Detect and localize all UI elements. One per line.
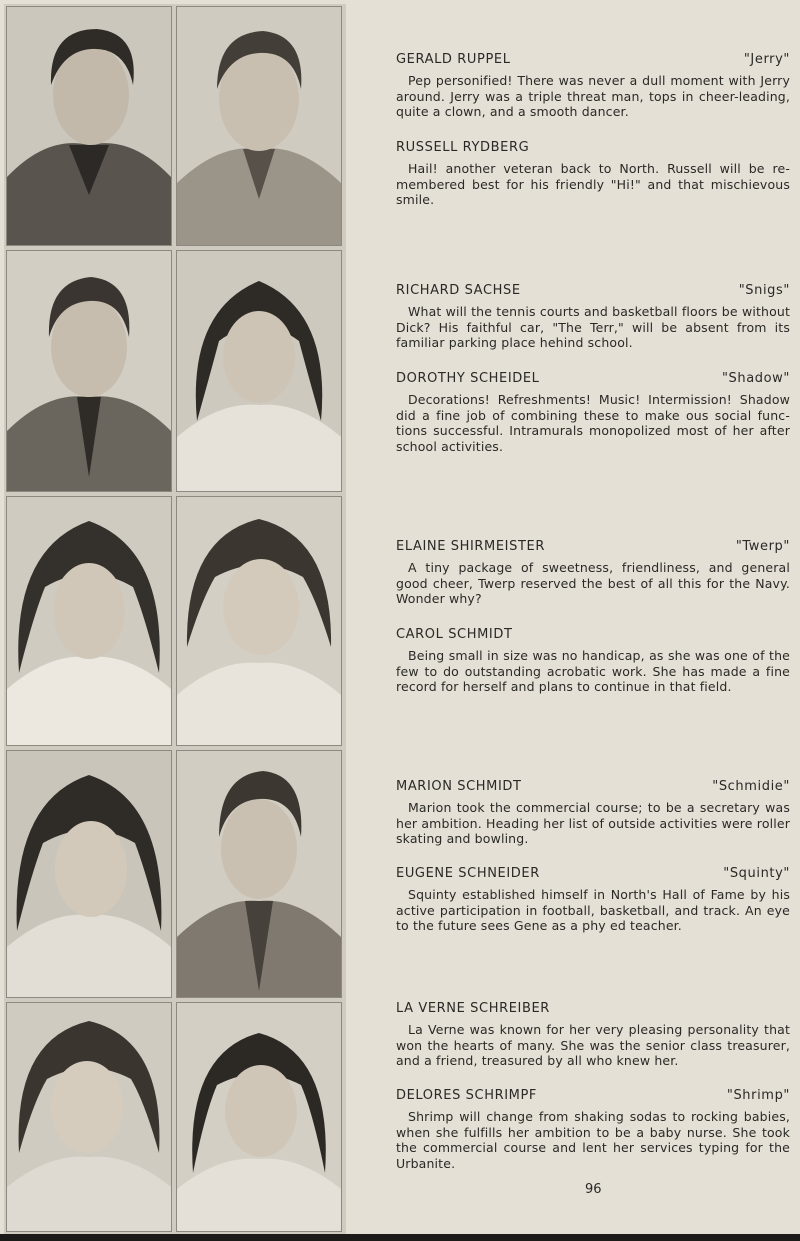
nickname: "Snigs" <box>738 283 790 298</box>
portrait-photo <box>176 1002 342 1232</box>
entry-carol-schmidt <box>396 627 790 695</box>
entry-richard-sachse <box>396 283 790 351</box>
portrait-photo <box>176 750 342 998</box>
entry-elaine-shirmeister <box>396 539 790 607</box>
student-description: Pep personified! There was never a dull moment with Jerry around. Jerry was a triple threat man, tops in cheer-leading, quite a clown, and a smooth dancer. <box>396 73 790 119</box>
portrait-photo <box>6 750 172 998</box>
entry-dorothy-scheidel <box>396 371 790 454</box>
student-name: ELAINE SHIRMEISTER <box>396 539 545 554</box>
page-bottom-edge <box>0 1234 800 1241</box>
portrait-photo <box>176 250 342 492</box>
student-description: A tiny package of sweetness, friendliness, and general good cheer, Twerp reserved the best of all this for the Navy. Wonder why? <box>396 560 790 606</box>
nickname: "Squinty" <box>723 866 790 881</box>
student-name: DOROTHY SCHEIDEL <box>396 371 540 386</box>
photo-column <box>4 4 346 1234</box>
entry-marion-schmidt <box>396 779 790 847</box>
entry-delores-schrimpf <box>396 1088 790 1171</box>
student-description: Being small in size was no handicap, as she was one of the few to do outstanding acrobatic work. She has made a fine record for herself and plans to continue in that field. <box>396 648 790 694</box>
student-name: DELORES SCHRIMPF <box>396 1088 537 1103</box>
entry-gerald-ruppel <box>396 52 790 120</box>
student-name: EUGENE SCHNEIDER <box>396 866 540 881</box>
student-description: What will the tennis courts and basketball floors be without Dick? His faithful car, "The Terr," will be absent from its familiar parking place hehind school. <box>396 304 790 350</box>
student-name: MARION SCHMIDT <box>396 779 522 794</box>
student-description: Squinty established himself in North's Hall of Fame by his active participation in football, basketball, and track. An eye to the future sees Gene as a phy ed teacher. <box>396 887 790 933</box>
nickname: "Jerry" <box>743 52 790 67</box>
nickname: "Shrimp" <box>726 1088 790 1103</box>
portrait-photo <box>176 6 342 246</box>
entry-russell-rydberg <box>396 140 790 208</box>
student-name: LA VERNE SCHREIBER <box>396 1001 550 1016</box>
entry-la-verne-schreiber <box>396 1001 790 1069</box>
portrait-photo <box>176 496 342 746</box>
student-name: CAROL SCHMIDT <box>396 627 513 642</box>
student-description: Decorations! Refreshments! Music! Intermission! Shadow did a fine job of combining these to make ous social func-tions successful. Intramurals monopolized most of her after school activities. <box>396 392 790 454</box>
student-description: Shrimp will change from shaking sodas to rocking babies, when she fulfills her ambition to be a baby nurse. She took the commercial course and lent her services typing for the Urbanite. <box>396 1109 790 1171</box>
nickname: "Shadow" <box>721 371 790 386</box>
portrait-photo <box>6 496 172 746</box>
student-description: Hail! another veteran back to North. Russell will be re-membered best for his friendly "Hi!" and that mischievous smile. <box>396 161 790 207</box>
student-name: RICHARD SACHSE <box>396 283 521 298</box>
portrait-photo <box>6 1002 172 1232</box>
student-description: La Verne was known for her very pleasing personality that won the hearts of many. She was the senior class treasurer, and a friend, treasured by all who knew her. <box>396 1022 790 1068</box>
student-name: GERALD RUPPEL <box>396 52 511 67</box>
student-name: RUSSELL RYDBERG <box>396 140 530 155</box>
nickname: "Schmidie" <box>712 779 790 794</box>
student-description: Marion took the commercial course; to be a secretary was her ambition. Heading her list of outside activities were roller skating and bowling. <box>396 800 790 846</box>
entry-eugene-schneider <box>396 866 790 934</box>
portrait-photo <box>6 6 172 246</box>
portrait-photo <box>6 250 172 492</box>
page-number: 96 <box>585 1182 602 1197</box>
nickname: "Twerp" <box>735 539 790 554</box>
